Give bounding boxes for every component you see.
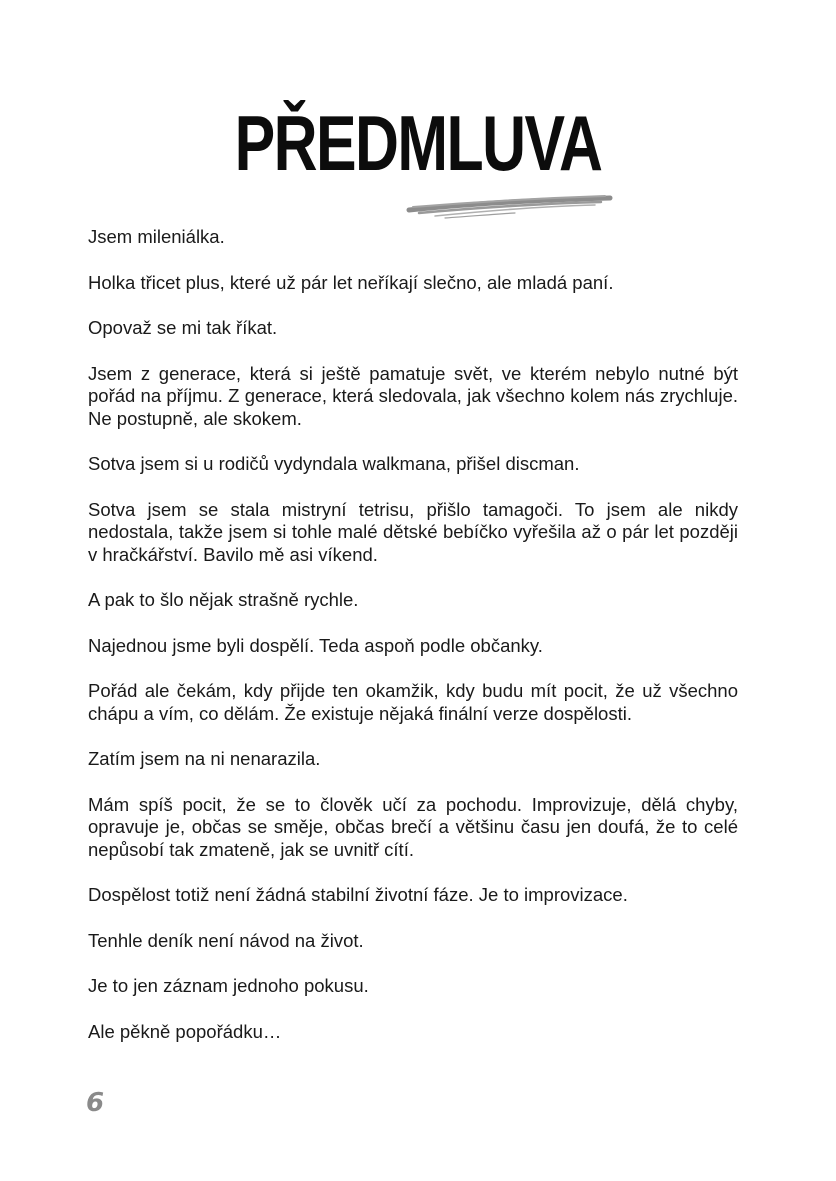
paragraph: Holka třicet plus, které už pár let neříkají slečno, ale mladá paní.: [88, 271, 614, 293]
paragraph: Sotva jsem se stala mistryní tetrisu, přišlo tamagoči. To jsem ale nikdy nedostala, takže jsem si tohle malé dětské bebíčko vyřešila až o pár let později v hračkářství. Bavilo mě asi víkend.: [88, 498, 738, 565]
paragraph: Sotva jsem si u rodičů vydyndala walkmana, přišel discman.: [88, 453, 580, 474]
paragraph: Jsem z generace, která si ještě pamatuje svět, ve kterém nebylo nutné být pořád na příjmu. Z generace, která sledovala, jak všechno kolem nás zrychluje. Ne postupně, ale skokem.: [88, 362, 738, 429]
paragraph: A pak to šlo nějak strašně rychle.: [88, 589, 359, 610]
paragraph: Je to jen záznam jednoho pokusu.: [88, 975, 369, 996]
paragraph: Dospělost totiž není žádná stabilní životní fáze. Je to improvizace.: [88, 884, 628, 905]
paragraph: Mám spíš pocit, že se to člověk učí za pochodu. Improvizuje, dělá chyby, opravuje je, občas se směje, občas brečí a většinu času jen doufá, že to celé nepůsobí tak zmateně, jak se uvnitř cítí.: [88, 793, 738, 860]
paragraph: Pořád ale čekám, kdy přijde ten okamžik, kdy budu mít pocit, že už všechno chápu a vím, co dělám. Že existuje nějaká finální verze dospělosti.: [88, 680, 738, 724]
paragraph: Najednou jsme byli dospělí. Teda aspoň podle občanky.: [88, 634, 543, 656]
page-number: 6: [86, 1088, 105, 1118]
paragraph: Tenhle deník není návod na život.: [88, 929, 364, 951]
page-title: PŘEDMLUVA: [234, 99, 602, 187]
paragraph: Opovaž se mi tak říkat.: [88, 317, 278, 338]
paragraph: Zatím jsem na ni nenarazila.: [88, 748, 321, 769]
paragraph: Ale pěkně popořádku…: [88, 1020, 282, 1042]
paragraph: Jsem mileniálka.: [88, 226, 225, 247]
brush-stroke-decoration: [405, 192, 615, 222]
foreword-text: [88, 226, 738, 1066]
